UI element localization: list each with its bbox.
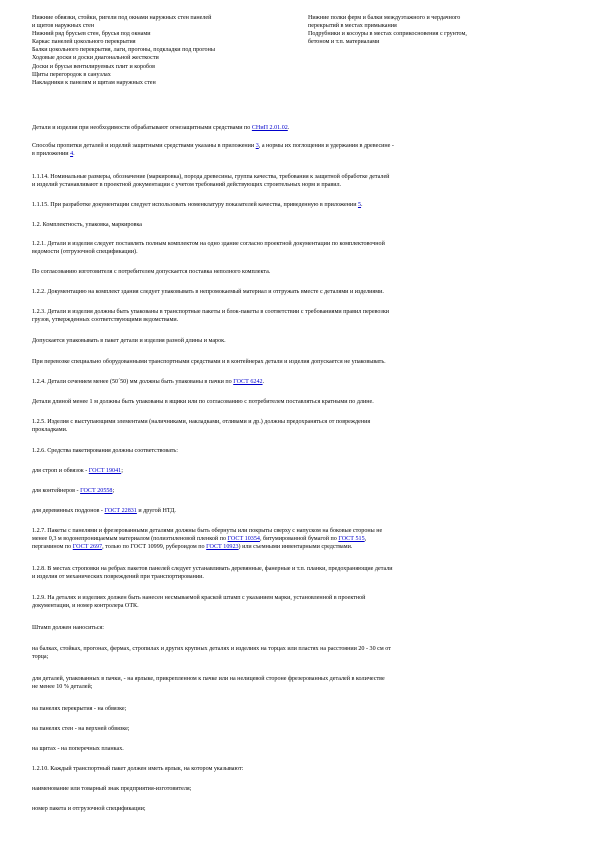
table-cell: Каркас панелей цокольного перекрытия — [32, 39, 136, 46]
paragraph-line: грузов, утвержденных соответствующими ведомствами. — [32, 317, 179, 324]
paragraph-line — [32, 150, 567, 158]
paragraph-line: 1.2.5. Изделия с выступающими элементами (наличниками, накладками, отливами и др.) должны предохраняться от повреждения — [32, 419, 371, 425]
gost-6242-link[interactable]: ГОСТ 6242 — [233, 379, 263, 385]
paragraph-text: для контейнеров - — [32, 488, 81, 494]
paragraph-text: менее 0,3 м водонепроницаемым материалом (полиэтиленовой пленкой по — [32, 536, 228, 543]
paragraph-stamp-beams — [32, 645, 567, 661]
gost-515-link[interactable]: ГОСТ 515 — [338, 536, 365, 543]
paragraph-line: 1.2.9. На деталях и изделиях должен быть нанесен несмываемой краской штамп с указанием марки, установленной в проектной — [32, 595, 366, 601]
paragraph-text: . — [361, 202, 363, 208]
paragraph-stamp: Штамп должен наноситься: — [32, 625, 104, 631]
paragraph-text: , — [364, 536, 367, 543]
table-cell: Накладники к панелям и щитам наружных стен — [32, 79, 156, 86]
paragraph-line: не менее 10 % деталей; — [32, 684, 93, 691]
paragraph-text: Детали и изделия при необходимости обрабатывают огнезащитными средствами по — [32, 125, 252, 131]
gost-19041-link[interactable]: ГОСТ 19041 — [88, 468, 122, 474]
snip-link[interactable]: СНиП 2.01.02 — [251, 125, 288, 131]
paragraph-text: ) или съемными инвентарными средствами. — [238, 544, 353, 551]
paragraph-label-package: номер пакета и отгрузочной спецификации; — [32, 806, 146, 812]
paragraph-line — [32, 543, 567, 551]
paragraph-text: 1.2.4. Детали сечением менее (50´50) мм должны быть упакованы в пачки по — [32, 379, 234, 385]
paragraph-line: на балках, стойках, прогонах, фермах, стропилах и других крупных деталях и изделиях на торцах или пластях на расстоянии 20 - 30 см от — [32, 646, 391, 652]
paragraph-line — [32, 142, 567, 150]
appendix-5-link[interactable]: 5 — [357, 202, 362, 208]
paragraph-line: 1.2.3. Детали и изделия должны быть упакованы в транспортные пакеты и блок-пакеты в соответствии с требованиями правил перевозки — [32, 309, 390, 315]
paragraph-text: , а нормы их поглощения и удержания в древесине - — [258, 143, 394, 149]
paragraph-text: в приложении — [32, 151, 71, 158]
paragraph-1-2-8 — [32, 565, 567, 581]
paragraph-1-2-3 — [32, 308, 567, 324]
table-cell: Нижние обвязки, стойки, ригели под окнами наружных стен панелей — [32, 15, 212, 21]
paragraph-text: , толью по ГОСТ 10999, рубероидом по — [102, 544, 207, 551]
paragraph-incomplete-set: По согласованию изготовителя с потребителем допускается поставка неполного комплекта. — [32, 269, 271, 275]
paragraph-text: для строп и обвязок - — [32, 468, 89, 474]
paragraph-line: и изделий устанавливают в проектной документации с учетом требований действующих строительных норм и правил. — [32, 182, 342, 189]
paragraph-line: 1.1.14. Номинальные размеры, обозначение (маркировка), порода древесины, группа качества, требования к защитной обработке деталей — [32, 174, 390, 180]
paragraph-text: . — [73, 151, 75, 158]
gost-20558-link[interactable]: ГОСТ 20558 — [80, 488, 113, 494]
table-cell: Нижний ряд брусьев стен, брусья под окнами — [32, 31, 151, 38]
paragraph-line: и изделия от механических повреждений при транспортировании. — [32, 574, 204, 581]
paragraph-text: . — [262, 379, 265, 385]
paragraph-stamp-shields: на щитах - на поперечных планках. — [32, 746, 124, 752]
appendix-3-link[interactable]: 3 — [255, 143, 259, 149]
paragraph-mixed-pack: Допускается упаковывать в пакет детали и изделия разной длины и марок. — [32, 338, 226, 344]
paragraph-stamp-bundles — [32, 675, 567, 691]
paragraph-text: для деревянных поддонов - — [32, 508, 105, 514]
table-cell: бетоном и т.п. материалами — [308, 39, 380, 46]
table-column-right — [308, 14, 567, 46]
table-cell: Доски и брусья вентилируемых плит и коробов — [32, 63, 156, 70]
paragraph-line: 1.2.7. Пакеты с панелями и фрезерованными деталями должны быть обернуты или покрыты сверху с напуском на боковые стороны не — [32, 528, 383, 534]
paragraph-line: 1.2.1. Детали и изделия следует поставлять полным комплектом на одно здание согласно проектной документации по комплектовочной — [32, 241, 385, 247]
paragraph-1-2-9 — [32, 594, 567, 610]
paragraph-slings — [32, 467, 567, 475]
gost-10923-link[interactable]: ГОСТ 10923 — [206, 544, 239, 551]
paragraph-containers — [32, 487, 567, 495]
paragraph-short-parts: Детали длиной менее 1 м должны быть упакованы в ящики или по согласованию с потребителем поставляться кратными по длине. — [32, 399, 374, 405]
table-cell: Щиты перегородок в санузлах — [32, 71, 111, 78]
paragraph-1-2-4 — [32, 378, 567, 386]
table-cell: Нижние полки ферм и балки междуэтажного и чердачного — [308, 15, 461, 21]
gost-22831-link[interactable]: ГОСТ 22831 — [104, 508, 137, 514]
paragraph-fire-protection — [32, 124, 567, 132]
table-column-left — [32, 14, 306, 87]
paragraph-pallets — [32, 507, 567, 515]
paragraph-text: Способы пропитки деталей и изделий защитными средствами указаны в приложении — [32, 143, 256, 149]
paragraph-stamp-floor-panels: на панелях перекрытия - на обвязке; — [32, 706, 127, 712]
paragraph-1-2-7 — [32, 527, 567, 552]
paragraph-1-2-10: 1.2.10. Каждый транспортный пакет должен иметь ярлык, на котором указывают: — [32, 766, 244, 772]
table-cell: Подрубники и косоуры в местах соприкосновения с грунтом, — [308, 31, 467, 38]
paragraph-1-1-15 — [32, 201, 567, 209]
paragraph-text: , битумированной бумагой по — [259, 536, 339, 543]
gost-2697-link[interactable]: ГОСТ 2697 — [72, 544, 103, 551]
section-heading-1-2: 1.2. Комплектность, упаковка, маркировка — [32, 222, 142, 228]
paragraph-line: торца; — [32, 654, 49, 661]
paragraph-text: и другой НТД. — [136, 508, 176, 514]
paragraph-text: 1.1.15. При разработке документации следует использовать номенклатуру показателей качества, приведенную в приложении — [32, 202, 358, 208]
paragraph-line — [32, 535, 567, 543]
paragraph-line: для деталей, упакованных в пачки, - на ярлыке, прикрепленном к пачке или на нелицевой стороне фрезерованных деталей в количестве — [32, 676, 385, 682]
paragraph-text: пергамином по — [32, 544, 73, 551]
paragraph-1-2-5 — [32, 418, 567, 434]
paragraph-text: ; — [112, 488, 115, 494]
paragraph-1-2-6: 1.2.6. Средства пакетирования должны соответствовать: — [32, 448, 178, 454]
paragraph-stamp-wall-panels: на панелях стен - на верхней обвязке; — [32, 726, 130, 732]
paragraph-impregnation — [32, 142, 567, 158]
paragraph-text: ; — [121, 468, 123, 474]
gost-10354-link[interactable]: ГОСТ 10354 — [227, 536, 260, 543]
paragraph-1-2-1 — [32, 240, 567, 256]
appendix-4-link[interactable]: 4 — [70, 151, 74, 158]
paragraph-line: 1.2.8. В местах строповки на ребрах пакетов панелей следует устанавливать деревянные, фанерные и т.п. планки, предохраняющие детали — [32, 566, 393, 572]
paragraph-label-maker: наименование или товарный знак предприятия-изготовителя; — [32, 786, 192, 792]
paragraph-1-1-14 — [32, 173, 567, 189]
table-cell: перекрытий в местах примыкания — [308, 23, 397, 30]
table-cell: и щитов наружных стен — [32, 23, 95, 30]
table-cell: Балки цокольного перекрытия, лаги, прогоны, подкладки под прогоны — [32, 47, 215, 54]
table-cell: Ходовые доски и доски диагональной жесткости — [32, 55, 159, 62]
paragraph-no-pack: При перевозке специально оборудованными транспортными средствами и в контейнерах детали и изделия допускается не упаковывать. — [32, 359, 386, 365]
paragraph-line: ведомости (отгрузочной спецификации). — [32, 249, 138, 256]
paragraph-line: прокладками. — [32, 427, 68, 434]
paragraph-text: . — [287, 125, 290, 131]
paragraph-line: документации, и номер контролера ОТК. — [32, 603, 139, 610]
paragraph-1-2-2: 1.2.2. Документацию на комплект здания следует упаковывать в непромокаемый материал и отгружать вместе с деталями и изделиями. — [32, 289, 384, 295]
